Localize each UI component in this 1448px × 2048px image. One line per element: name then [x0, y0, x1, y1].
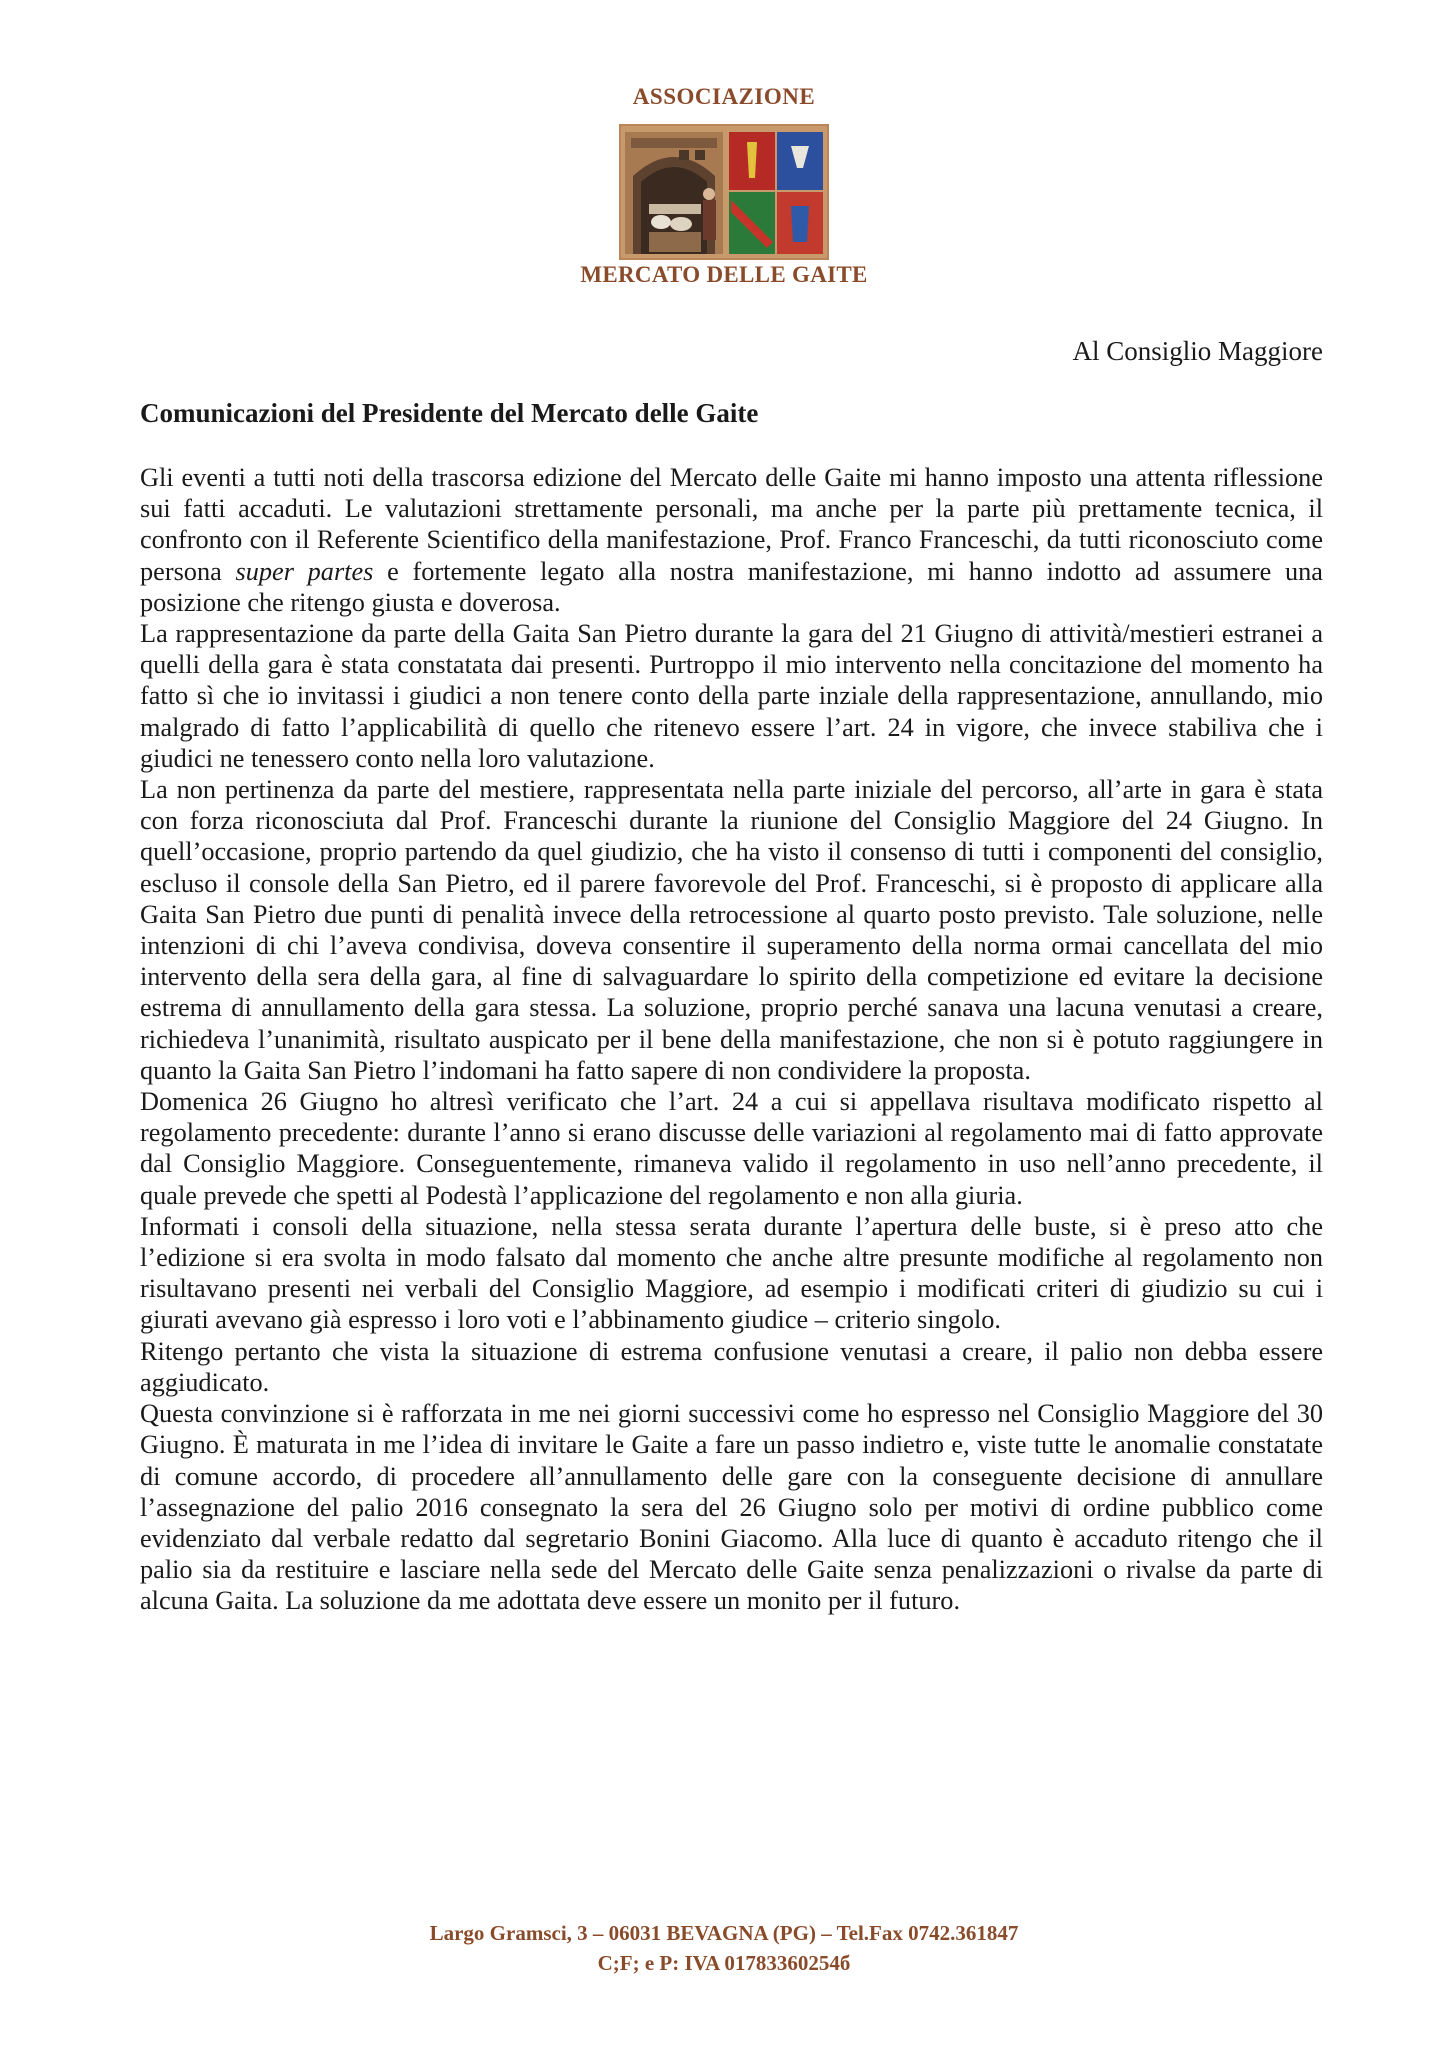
letterhead: [0, 84, 1448, 260]
footer-address: Largo Gramsci, 3 – 06031 BEVAGNA (PG) – Tel.Fax 0742.361847: [429, 1921, 1019, 1945]
letter-subject: Comunicazioni del Presidente del Mercato delle Gaite: [140, 398, 759, 428]
association-name-top: ASSOCIAZIONE: [632, 84, 816, 109]
italic-phrase: super partes: [235, 556, 374, 586]
paragraph: La rappresentazione da parte della Gaita San Pietro durante la gara del 21 Giugno di attività/mestieri estranei a quelli della gara è stata constatata dai presenti. Purtroppo il mio intervento nella concitazione del momento ha fatto sì che io invitassi i giudici a non tenere conto della parte inziale della rappresentazione, annullando, mio malgrado di fatto l’applicabilità di quello che ritenevo essere l’art. 24 in vigore, che invece stabiliva che i giudici ne tenessero conto nella loro valutazione.: [140, 619, 1323, 773]
paragraph: Ritengo pertanto che vista la situazione di estrema confusione venutasi a creare, il palio non debba essere aggiudicato.: [140, 1336, 1323, 1397]
paragraph: La non pertinenza da parte del mestiere, rappresentata nella parte iniziale del percorso, all’arte in gara è stata con forza riconosciuta dal Prof. Franceschi durante la riunione del Consiglio Maggiore del 24 Giugno. In quell’occasione, proprio partendo da quel giudizio, che ha visto il consenso di tutti i componenti del consiglio, escluso il console della San Pietro, ed il parere favorevole del Prof. Franceschi, si è proposto di applicare alla Gaita San Pietro due punti di penalità invece della retrocessione al quarto posto previsto. Tale soluzione, nelle intenzioni di chi l’aveva condivisa, doveva consentire il superamento della norma ormai cancellata del mio intervento della sera della gara, al fine di salvaguardare lo spirito della competizione ed evitare la decisione estrema di annullamento della gara stessa. La soluzione, proprio perché sanava una lacuna venutasi a creare, richiedeva l’unanimità, risultato auspicato per il bene della manifestazione, che non si è potuto raggiungere in quanto la Gaita San Pietro l’indomani ha fatto sapere di non condividere la proposta.: [140, 775, 1323, 1085]
footer: [0, 1918, 1448, 1978]
paragraph-text: e fortemente legato alla nostra manifestazione, mi hanno indotto ad assumere una posizione che ritengo giusta e doverosa.: [140, 556, 1323, 617]
paragraph: Informati i consoli della situazione, nella stessa serata durante l’apertura delle buste, si è preso atto che l’edizione si era svolta in modo falsato dal momento che anche altre presunte modifiche al regolamento non risultavano presenti nei verbali del Consiglio Maggiore, ad esempio i modificati criteri di giudizio su cui i giurati avevano già espresso i loro voti e l’abbinamento giudice – criterio singolo.: [140, 1211, 1323, 1335]
association-logo-icon: [619, 124, 829, 260]
paragraph: [140, 462, 1323, 618]
paragraph-text: Gli eventi a tutti noti della trascorsa edizione del Mercato delle Gaite mi hanno imposto una attenta riflessione sui fatti accaduti. Le valutazioni strettamente personali, ma anche per la parte più prettamente tecnica, il confronto con il Referente Scientifico della manifestazione, Prof. Franco Franceschi, da tutti riconosciuto come persona: [140, 463, 1323, 586]
paragraph: Domenica 26 Giugno ho altresì verificato che l’art. 24 a cui si appellava risultava modificato rispetto al regolamento precedente: durante l’anno si erano discusse delle variazioni al regolamento mai di fatto approvate dal Consiglio Maggiore. Conseguentemente, rimaneva valido il regolamento in uso nell’anno precedente, il quale prevede che spetti al Podestà l’applicazione del regolamento e non alla giuria.: [140, 1087, 1323, 1210]
recipient: Al Consiglio Maggiore: [1072, 336, 1323, 366]
footer-tax-id: C;F; e P: IVA 01783360254б: [597, 1951, 851, 1975]
association-name-bottom: MERCATO DELLE GAITE: [580, 262, 868, 287]
paragraph: Questa convinzione si è rafforzata in me nei giorni successivi come ho espresso nel Consiglio Maggiore del 30 Giugno. È maturata in me l’idea di invitare le Gaite a fare un passo indietro e, viste tutte le anomalie constatate di comune accordo, di procedere all’annullamento delle gare con la conseguente decisione di annullare l’assegnazione del palio 2016 consegnato la sera del 26 Giugno solo per motivi di ordine pubblico come evidenziato dal verbale redatto dal segretario Bonini Giacomo. Alla luce di quanto è accaduto ritengo che il palio sia da restituire e lasciare nella sede del Mercato delle Gaite senza penalizzazioni o rivalse da parte di alcuna Gaita. La soluzione da me adottata deve essere un monito per il futuro.: [140, 1399, 1323, 1616]
letter-body: [140, 462, 1323, 1617]
